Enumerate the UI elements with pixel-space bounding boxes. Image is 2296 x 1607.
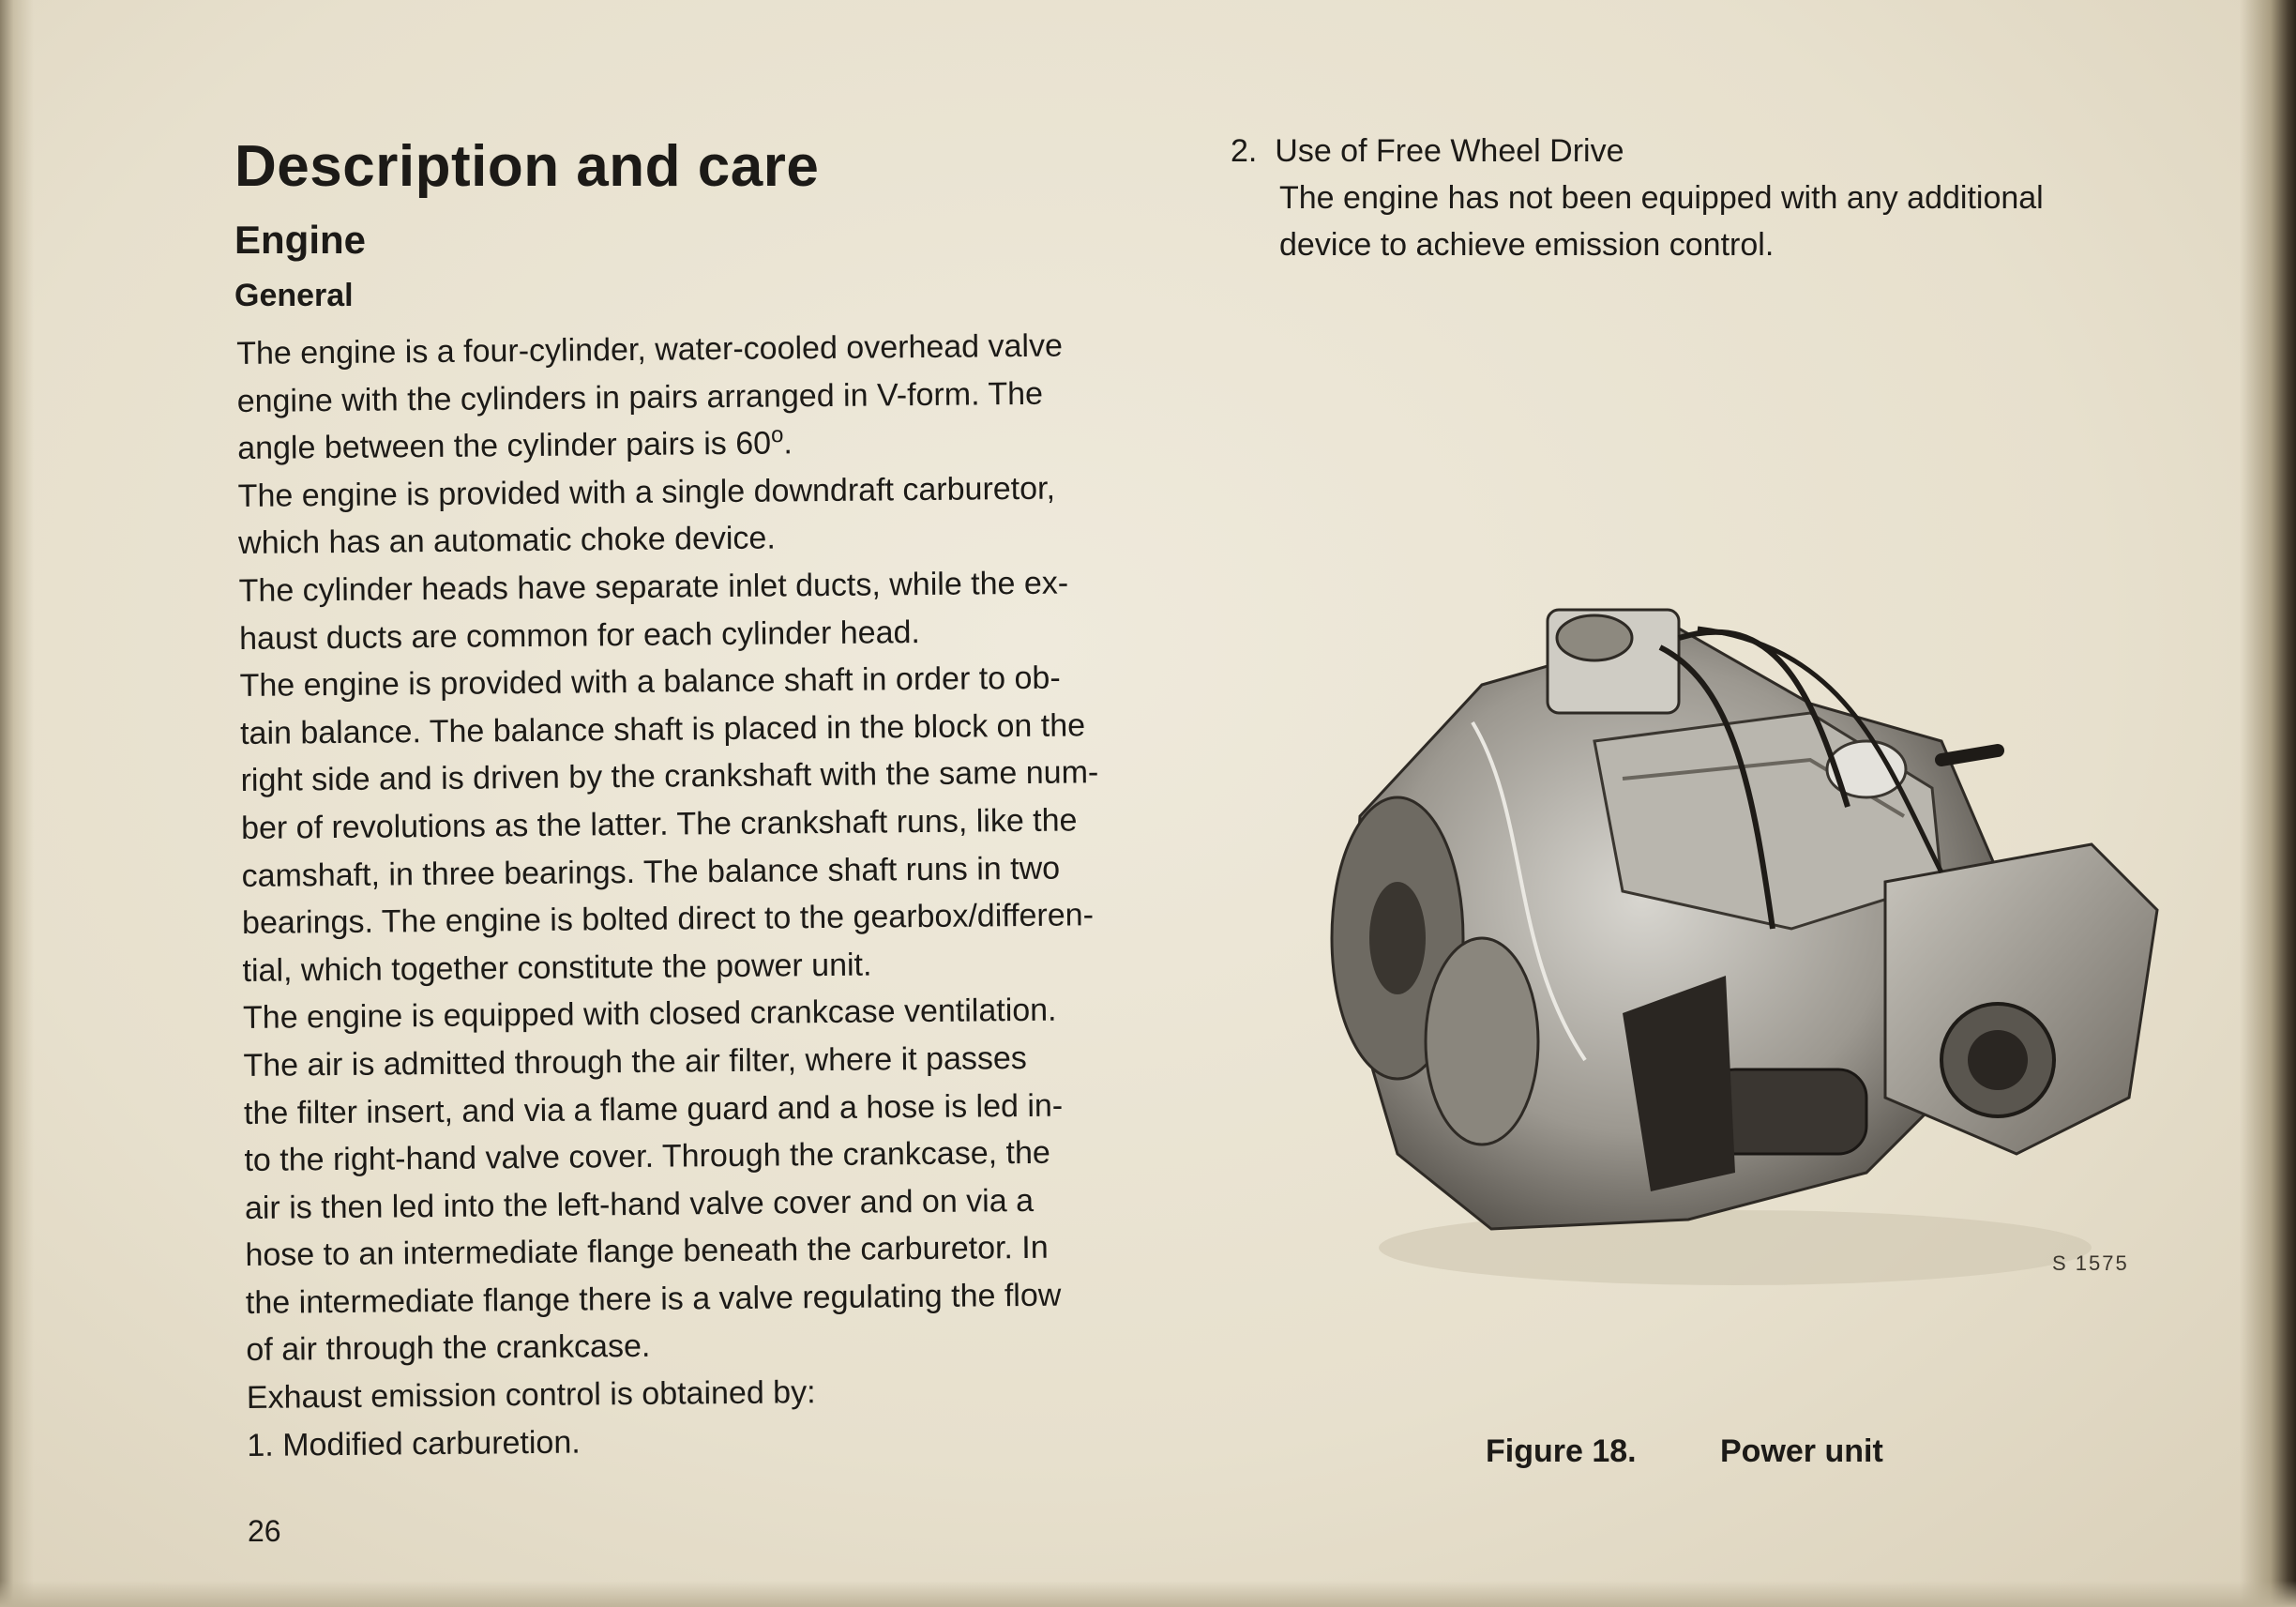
engine-photo	[1285, 572, 2204, 1304]
right-column	[1231, 128, 2215, 268]
figure-caption-number: Figure 18.	[1486, 1433, 1637, 1469]
list-item-title: Use of Free Wheel Drive	[1275, 133, 1624, 169]
body-line: engine with the cylinders in pairs arranged in V-form. The	[236, 375, 1044, 419]
body-line: the filter insert, and via a flame guard and a hose is led in-	[243, 1087, 1064, 1131]
body-line: tain balance. The balance shaft is placed in the block on the	[239, 707, 1086, 751]
photo-reference-number: S 1575	[2052, 1251, 2129, 1275]
body-line: air is then led into the left-hand valve cover and on via a	[244, 1182, 1035, 1226]
body-line: Exhaust emission control is obtained by:	[246, 1374, 816, 1417]
section-title: Engine	[234, 218, 367, 262]
body-line: tial, which together constitute the power unit.	[242, 947, 872, 989]
page-curl-edge	[2240, 0, 2296, 1607]
list-item-2-line: The engine has not been equipped with any additional	[1279, 180, 2044, 216]
figure-caption-text: Power unit	[1720, 1433, 1883, 1469]
body-line: The engine is equipped with closed crankcase ventilation.	[242, 992, 1057, 1037]
body-line: the intermediate flange there is a valve regulating the flow	[245, 1277, 1062, 1321]
list-item-1: 1. Modified carburetion.	[247, 1424, 581, 1463]
body-line: bearings. The engine is bolted direct to the gearbox/differen-	[241, 897, 1095, 942]
body-line: The engine is provided with a balance shaft in order to ob-	[239, 659, 1061, 705]
body-line: ber of revolutions as the latter. The crankshaft runs, like the	[240, 802, 1078, 846]
body-line: hose to an intermediate flange beneath the carburetor. In	[245, 1230, 1049, 1274]
body-line-text: angle between the cylinder pairs is 60	[237, 425, 772, 467]
body-line: haust ducts are common for each cylinder head.	[238, 614, 921, 657]
body-line: to the right-hand valve cover. Through the crankcase, the	[244, 1134, 1050, 1179]
degree-symbol: o	[770, 422, 784, 448]
body-paragraphs	[236, 321, 1223, 1469]
body-line: camshaft, in three bearings. The balance shaft runs in two	[241, 850, 1061, 894]
list-number: 2.	[1231, 133, 1258, 169]
list-item-2-heading	[1231, 128, 2215, 174]
body-line: The engine is provided with a single downdraft carburetor,	[237, 470, 1056, 514]
body-line: The air is admitted through the air filter, where it passes	[243, 1039, 1027, 1084]
body-line: The cylinder heads have separate inlet ducts, while the ex-	[238, 565, 1069, 609]
line-period: .	[783, 425, 793, 462]
bottom-edge-shadow	[0, 1581, 2296, 1607]
page-number: 26	[248, 1514, 281, 1548]
subsection-title: General	[234, 278, 354, 313]
body-line: The engine is a four-cylinder, water-cooled overhead valve	[236, 327, 1064, 371]
body-line: which has an automatic choke device.	[238, 520, 776, 562]
binding-shadow	[0, 0, 34, 1607]
body-line: right side and is driven by the crankshaft with the same num-	[240, 754, 1099, 799]
page-title: Description and care	[234, 134, 820, 199]
body-line: of air through the crankcase.	[246, 1328, 651, 1369]
list-item-2-line: device to achieve emission control.	[1279, 227, 1775, 263]
